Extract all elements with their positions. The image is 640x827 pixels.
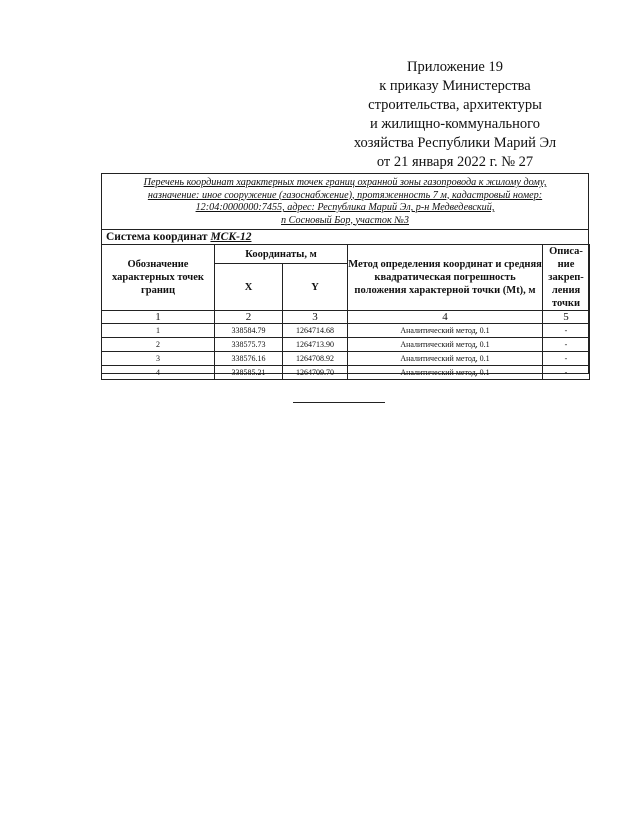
appendix-header bbox=[330, 58, 580, 172]
appendix-line: к приказу Министерства bbox=[379, 78, 531, 94]
appendix-line: строительства, архитектуры bbox=[368, 97, 542, 113]
column-number: 2 bbox=[215, 311, 283, 324]
cell-y: 1264713.90 bbox=[283, 338, 348, 352]
appendix-line: хозяйства Республики Марий Эл bbox=[353, 135, 557, 151]
header-designation: Обозначение характерных точек границ bbox=[102, 245, 215, 311]
cell-method: Аналитический метод, 0.1 bbox=[348, 338, 543, 352]
cell-method: Аналитический метод, 0.1 bbox=[348, 352, 543, 366]
coordinates-table-frame bbox=[101, 173, 589, 377]
table-caption bbox=[102, 174, 588, 230]
header-coordinates: Координаты, м bbox=[215, 245, 348, 264]
cell-description: - bbox=[543, 366, 590, 380]
header-x: X bbox=[215, 264, 283, 311]
column-number-row bbox=[102, 311, 590, 324]
cell-y: 1264709.70 bbox=[283, 366, 348, 380]
header-method: Метод определения координат и средняя квадратическая погрешность положения характерной точки (Mt), м bbox=[348, 245, 543, 311]
cell-description: - bbox=[543, 338, 590, 352]
table-row bbox=[102, 338, 590, 352]
column-number: 3 bbox=[283, 311, 348, 324]
cell-method: Аналитический метод, 0.1 bbox=[348, 324, 543, 338]
caption-line: п Сосновый Бор, участок №3 bbox=[281, 214, 409, 226]
column-number: 4 bbox=[348, 311, 543, 324]
caption-line: 12:04:0000000:7455, адрес: Республика Марий Эл, р-н Медведевский, bbox=[195, 202, 495, 213]
cell-point: 4 bbox=[102, 366, 215, 380]
cell-x: 338585.21 bbox=[215, 366, 283, 380]
cell-x: 338584.79 bbox=[215, 324, 283, 338]
caption-line: Перечень координат характерных точек границ охранной зоны газопровода к жилому дому, bbox=[143, 177, 547, 188]
column-number: 1 bbox=[102, 311, 215, 324]
cell-point: 2 bbox=[102, 338, 215, 352]
cell-point: 1 bbox=[102, 324, 215, 338]
coordinate-system-label: Система координат bbox=[106, 231, 208, 243]
cell-y: 1264708.92 bbox=[283, 352, 348, 366]
appendix-line: от 21 января 2022 г. № 27 bbox=[376, 154, 534, 170]
cell-method: Аналитический метод, 0.1 bbox=[348, 366, 543, 380]
coordinate-system-name: МСК-12 bbox=[210, 231, 252, 243]
appendix-line: Приложение 19 bbox=[407, 59, 503, 75]
cell-description: - bbox=[543, 324, 590, 338]
table-row bbox=[102, 352, 590, 366]
cell-point: 3 bbox=[102, 352, 215, 366]
table-row bbox=[102, 324, 590, 338]
coordinate-system-row bbox=[102, 230, 588, 245]
cell-x: 338575.73 bbox=[215, 338, 283, 352]
appendix-line: и жилищно-коммунального bbox=[369, 116, 541, 132]
cell-y: 1264714.68 bbox=[283, 324, 348, 338]
closing-divider bbox=[293, 402, 385, 403]
coordinates-table bbox=[101, 244, 590, 380]
cell-description: - bbox=[543, 352, 590, 366]
caption-line: назначение: иное сооружение (газоснабжение), протяженность 7 м, кадастровый номер: bbox=[147, 189, 543, 201]
header-y: Y bbox=[283, 264, 348, 311]
column-number: 5 bbox=[543, 311, 590, 324]
table-row bbox=[102, 366, 590, 380]
cell-x: 338576.16 bbox=[215, 352, 283, 366]
header-description: Описа-ние закреп-ления точки bbox=[543, 245, 590, 311]
